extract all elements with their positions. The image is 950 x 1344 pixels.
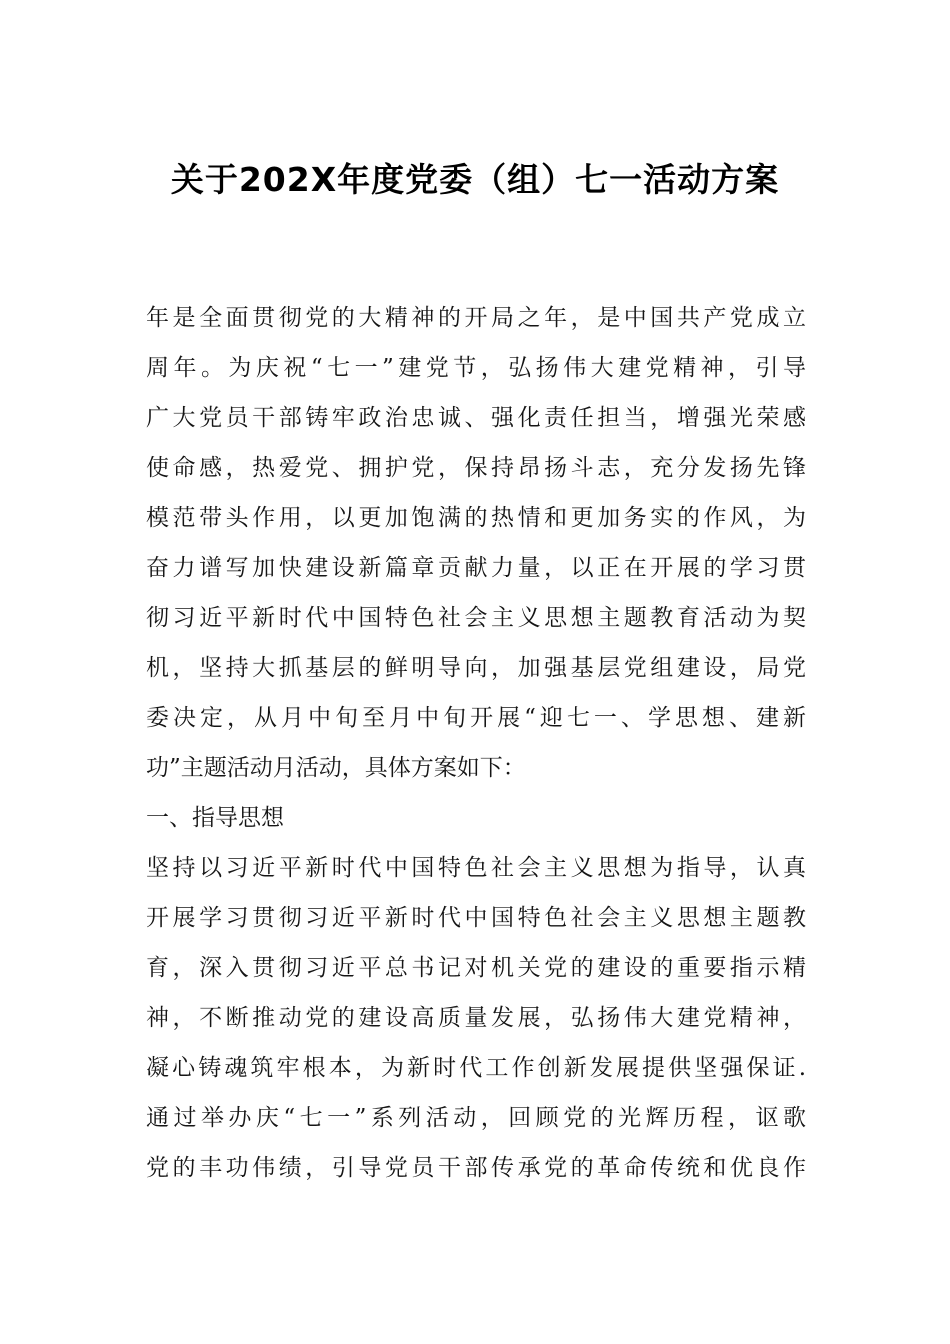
- body-line: 使命感，热爱党、拥护党，保持昂扬斗志，充分发扬先锋: [146, 455, 806, 481]
- body-line: 坚持以习近平新时代中国特色社会主义思想为指导，认真: [146, 855, 806, 881]
- body-line: 开展学习贯彻习近平新时代中国特色社会主义思想主题教: [146, 905, 806, 931]
- body-line: 功”主题活动月活动，具体方案如下：: [146, 755, 526, 781]
- document-title: 关于202X年度党委（组）七一活动方案: [170, 160, 780, 199]
- document-body: [146, 293, 806, 1193]
- body-line: 彻习近平新时代中国特色社会主义思想主题教育活动为契: [146, 605, 806, 631]
- body-line: 育，深入贯彻习近平总书记对机关党的建设的重要指示精: [146, 955, 806, 981]
- body-line: 年是全面贯彻党的大精神的开局之年，是中国共产党成立: [146, 305, 806, 331]
- body-line: 周年。为庆祝“七一”建党节，弘扬伟大建党精神，引导: [146, 355, 806, 381]
- body-line: 凝心铸魂筑牢根本，为新时代工作创新发展提供坚强保证.: [146, 1055, 806, 1081]
- section-heading: 一、指导思想: [146, 805, 284, 831]
- body-line: 神，不断推动党的建设高质量发展，弘扬伟大建党精神，: [146, 1005, 806, 1031]
- body-line: 机，坚持大抓基层的鲜明导向，加强基层党组建设，局党: [146, 655, 806, 681]
- body-line: 委决定，从月中旬至月中旬开展“迎七一、学思想、建新: [146, 705, 806, 731]
- body-line: 奋力谱写加快建设新篇章贡献力量，以正在开展的学习贯: [146, 555, 806, 581]
- body-line: 党的丰功伟绩，引导党员干部传承党的革命传统和优良作: [146, 1155, 806, 1181]
- body-line: 通过举办庆“七一”系列活动，回顾党的光辉历程，讴歌: [146, 1105, 806, 1131]
- body-line: 模范带头作用，以更加饱满的热情和更加务实的作风，为: [146, 505, 806, 531]
- body-line: 广大党员干部铸牢政治忠诚、强化责任担当，增强光荣感: [146, 405, 806, 431]
